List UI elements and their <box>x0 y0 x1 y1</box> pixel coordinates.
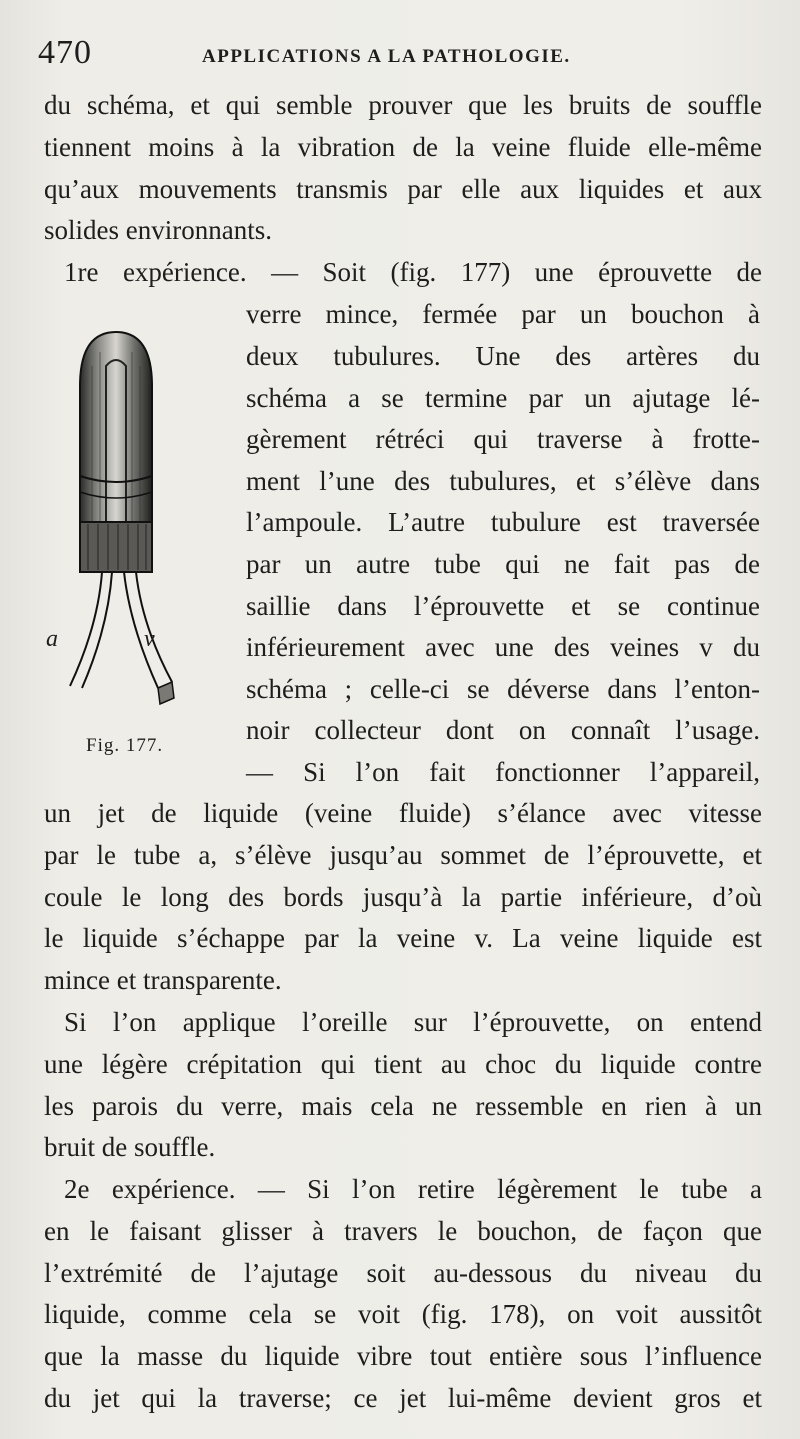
text-line: verre mince, fermée par un bouchon à <box>246 299 760 329</box>
text-line: tiennent moins à la vibration de la veine fluide elle-même <box>44 132 762 162</box>
text-line: liquide, comme cela se voit (fig. 178), on voit aussitôt <box>44 1299 762 1329</box>
figure-caption: Fig. 177. <box>86 735 164 756</box>
text-line: du schéma, et qui semble prouver que les bruits de souffle <box>44 90 762 120</box>
text-line: en le faisant glisser à travers le bouchon, de façon que <box>44 1216 762 1246</box>
text-line: schéma a se termine par un ajutage lé- <box>246 383 760 413</box>
figure-label-v: v <box>144 626 155 652</box>
text-line: une légère crépitation qui tient au choc du liquide contre <box>44 1049 762 1079</box>
text-line: du jet qui la traverse; ce jet lui-même devient gros et <box>44 1383 762 1413</box>
text-line: deux tubulures. Une des artères du <box>246 341 760 371</box>
text-line: que la masse du liquide vibre tout entière sous l’influence <box>44 1341 762 1371</box>
text-line: solides environnants. <box>44 215 272 245</box>
text-line: 2e expérience. — Si l’on retire légèrement le tube a <box>64 1174 762 1204</box>
text-line: le liquide s’échappe par la veine v. La veine liquide est <box>44 923 762 953</box>
text-line: l’ampoule. L’autre tubulure est traversée <box>246 507 760 537</box>
page-number: 470 <box>38 34 92 71</box>
text-line: mince et transparente. <box>44 965 282 995</box>
page-header <box>38 34 768 74</box>
figure-177-test-tube-illustration <box>40 326 240 716</box>
text-line: l’extrémité de l’ajutage soit au-dessous du niveau du <box>44 1258 762 1288</box>
text-line: bruit de souffle. <box>44 1132 216 1162</box>
text-line: les parois du verre, mais cela ne ressemble en rien à un <box>44 1091 762 1121</box>
text-line: Si l’on applique l’oreille sur l’éprouvette, on entend <box>64 1007 762 1037</box>
figure-label-a: a <box>46 626 58 652</box>
text-line: gèrement rétréci qui traverse à frotte- <box>246 424 760 454</box>
text-line: inférieurement avec une des veines v du <box>246 632 760 662</box>
text-line: saillie dans l’éprouvette et se continue <box>246 591 760 621</box>
text-line: par un autre tube qui ne fait pas de <box>246 549 760 579</box>
text-line: coule le long des bords jusqu’à la partie inférieure, d’où <box>44 882 762 912</box>
text-line: ment l’une des tubulures, et s’élève dans <box>246 466 760 496</box>
running-head: APPLICATIONS A LA PATHOLOGIE. <box>202 46 571 67</box>
text-line: un jet de liquide (veine fluide) s’élance avec vitesse <box>44 798 762 828</box>
text-line: schéma ; celle-ci se déverse dans l’enton- <box>246 674 760 704</box>
text-line: par le tube a, s’élève jusqu’au sommet de l’éprouvette, et <box>44 840 762 870</box>
text-line: noir collecteur dont on connaît l’usage. <box>246 715 760 745</box>
text-line: — Si l’on fait fonctionner l’appareil, <box>246 757 760 787</box>
text-line: 1re expérience. — Soit (fig. 177) une éprouvette de <box>64 257 762 287</box>
text-line: qu’aux mouvements transmis par elle aux liquides et aux <box>44 174 762 204</box>
